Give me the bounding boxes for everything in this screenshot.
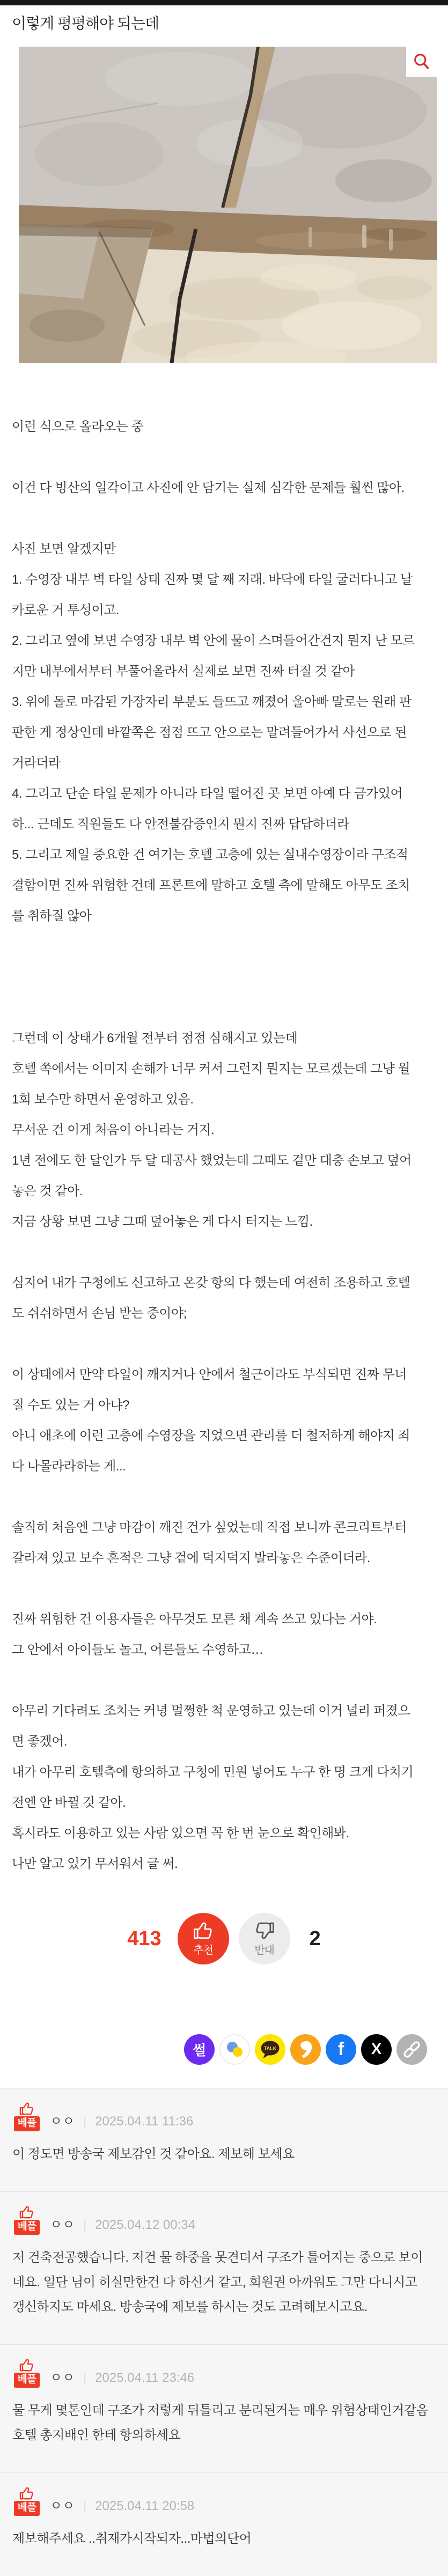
post-paragraph: 아무리 기다려도 조치는 커녕 멀쩡한 척 운영하고 있는데 이거 널리 퍼졌으면 좋겠어. bbox=[12, 1704, 410, 1749]
comment-separator: | bbox=[83, 2218, 87, 2232]
post-paragraph: 3. 위에 돌로 마감된 가장자리 부분도 들뜨고 깨졌어 울아빠 말로는 원래 판판한 게 정상인데 바깥쪽은 점점 뜨고 안으로는 말려들어가서 사선으로 된 거라더라 bbox=[12, 695, 412, 770]
post-paragraph: 사진 보면 알겠지만 bbox=[12, 542, 116, 556]
post-paragraph: 혹시라도 이용하고 있는 사람 있으면 꼭 한 번 눈으로 확인해봐. bbox=[12, 1826, 349, 1841]
best-reply-badge-label: 베플 bbox=[14, 2116, 40, 2131]
upvote-label: 추천 bbox=[193, 1945, 213, 1956]
comment-header bbox=[12, 2358, 432, 2388]
comment-nickname[interactable]: ㅇㅇ bbox=[50, 2498, 75, 2513]
comment-header bbox=[12, 2486, 432, 2516]
facebook-icon: f bbox=[337, 2039, 344, 2059]
x-twitter-icon: X bbox=[371, 2041, 382, 2058]
blue-yellow-circles-icon bbox=[219, 2034, 250, 2065]
comment-date: 2025.04.11 11:36 bbox=[95, 2114, 194, 2129]
post-title: 이렇게 평평해야 되는데 bbox=[12, 15, 159, 32]
ssul-icon: 썰 bbox=[192, 2042, 207, 2058]
comment-item bbox=[0, 2472, 448, 2576]
post-paragraph: 이 상태에서 만약 타일이 깨지거나 안에서 철근이라도 부식되면 진짜 무너질 수도 있는 거 아냐? bbox=[12, 1367, 407, 1412]
share-x-button[interactable] bbox=[361, 2034, 392, 2065]
post-paragraph: 1년 전에도 한 달인가 두 달 대공사 했었는데 그때도 겉만 대충 손보고 덮어놓은 것 같아. bbox=[12, 1153, 412, 1198]
post-body bbox=[0, 411, 448, 1879]
best-reply-badge bbox=[12, 2101, 41, 2131]
comment-date: 2025.04.11 20:58 bbox=[95, 2498, 195, 2513]
comment-header bbox=[12, 2205, 432, 2235]
best-reply-badge-label: 베플 bbox=[14, 2501, 40, 2516]
post-paragraph: 4. 그리고 단순 타일 문제가 아니라 타일 떨어진 곳 보면 아예 다 금가있어 하... 근데도 직원들도 다 안전불감증인지 뭔지 진짜 답답하더라 bbox=[12, 786, 403, 831]
post-paragraph: 나만 알고 있기 무서워서 글 써. bbox=[12, 1857, 178, 1871]
upvote-button[interactable] bbox=[178, 1913, 229, 1964]
downvote-button[interactable] bbox=[239, 1913, 290, 1964]
best-reply-thumb-icon bbox=[18, 2486, 36, 2501]
best-reply-badge-label: 베플 bbox=[14, 2373, 40, 2388]
thumbs-up-icon bbox=[192, 1920, 215, 1941]
comment-item bbox=[0, 2191, 448, 2344]
comments-section bbox=[0, 2088, 448, 2576]
share-facebook-button[interactable] bbox=[326, 2034, 356, 2065]
post-paragraph: 5. 그리고 제일 중요한 건 여기는 호텔 고층에 있는 실내수영장이라 구조적 결함이면 진짜 위험한 건데 프론트에 말하고 호텔 측에 말해도 아무도 조치를 취하질 않아 bbox=[12, 848, 410, 923]
comment-text: 저 건축전공했습니다. 저건 물 하중을 못견뎌서 구조가 틀어지는 중으로 보이네요. 일단 님이 히실만한건 다 하신거 같고, 회원권 아까워도 그만 다니시고 갱신하지도 마세요. 방송국에 제보를 하시는 것도 고려해보시고요. bbox=[12, 2250, 423, 2314]
best-reply-badge bbox=[12, 2486, 41, 2516]
upvote-count: 413 bbox=[127, 1927, 161, 1950]
kakaotalk-icon bbox=[255, 2034, 285, 2065]
comment-header bbox=[12, 2101, 432, 2131]
post-paragraph: 심지어 내가 구청에도 신고하고 온갖 항의 다 했는데 여전히 조용하고 호텔도 쉬쉬하면서 손님 받는 중이야; bbox=[12, 1276, 410, 1321]
post-paragraph: 진짜 위험한 건 이용자들은 아무것도 모른 채 계속 쓰고 있다는 거야. bbox=[12, 1612, 377, 1626]
best-reply-thumb-icon bbox=[18, 2205, 36, 2220]
link-icon bbox=[396, 2034, 427, 2065]
best-reply-badge bbox=[12, 2358, 41, 2388]
comment-text: 물 무게 몇톤인데 구조가 저렇게 뒤틀리고 분리된거는 매우 위험상태인거같음 호텔 총지배인 한테 항의하세요 bbox=[12, 2403, 429, 2442]
downvote-label: 반대 bbox=[254, 1945, 274, 1956]
share-link-button[interactable] bbox=[396, 2034, 427, 2065]
post-paragraph: 1. 수영장 내부 벽 타일 상태 진짜 몇 달 째 저래. 바닥에 타일 굴러다니고 날카로운 거 투성이고. bbox=[12, 572, 413, 617]
post-paragraph: 아니 애초에 이런 고층에 수영장을 지었으면 관리를 더 철저하게 해야지 죄다 나몰라라하는 게... bbox=[12, 1429, 410, 1474]
comment-item bbox=[0, 2344, 448, 2472]
comment-separator: | bbox=[83, 2499, 87, 2513]
svg-text:TALK: TALK bbox=[263, 2045, 277, 2051]
comment-text: 이 정도면 방송국 제보감인 것 같아요. 제보해 보세요 bbox=[12, 2146, 295, 2161]
post-paragraph: 이건 다 빙산의 일각이고 사진에 안 담기는 실제 심각한 문제들 훨씬 많아. bbox=[12, 481, 405, 495]
post-paragraph: 지금 상황 보면 그냥 그때 덮어놓은 게 다시 터지는 느낌. bbox=[12, 1215, 313, 1229]
thumbs-down-icon bbox=[253, 1920, 276, 1941]
share-kakaotalk-button[interactable] bbox=[255, 2034, 285, 2065]
share-ssul-button[interactable] bbox=[184, 2034, 215, 2065]
comment-item bbox=[0, 2088, 448, 2191]
post-paragraph: 이런 식으로 올라오는 중 bbox=[12, 419, 144, 434]
share-circles-button[interactable] bbox=[219, 2034, 250, 2065]
best-reply-badge bbox=[12, 2205, 41, 2235]
post-paragraph: 2. 그리고 옆에 보면 수영장 내부 벽 안에 물이 스며들어간건지 뭔지 난 모르지만 내부에서부터 부풀어올라서 실제로 보면 진짜 터질 것 같아 bbox=[12, 634, 415, 679]
comment-nickname[interactable]: ㅇㅇ bbox=[50, 2217, 75, 2232]
post-paragraph: 그런데 이 상태가 6개월 전부터 점점 심해지고 있는데 bbox=[12, 1031, 298, 1046]
post-paragraph: 솔직히 처음엔 그냥 마감이 깨진 건가 싶었는데 직접 보니까 콘크리트부터 갈라져 있고 보수 흔적은 그냥 겉에 덕지덕지 발라놓은 수준이더라. bbox=[12, 1520, 407, 1565]
post-paragraph: 호텔 쪽에서는 이미지 손해가 너무 커서 그런지 뭔지는 모르겠는데 그냥 월 1회 보수만 하면서 운영하고 있음. bbox=[12, 1062, 410, 1107]
downvote-count: 2 bbox=[309, 1927, 321, 1950]
magnifier-icon bbox=[411, 51, 432, 72]
image-zoom-button[interactable] bbox=[406, 47, 437, 77]
post-photo bbox=[19, 47, 437, 363]
vote-section bbox=[0, 1913, 448, 1964]
share-kakaostory-button[interactable] bbox=[290, 2034, 321, 2065]
top-bar bbox=[0, 0, 448, 5]
comment-date: 2025.04.11 23:46 bbox=[95, 2370, 195, 2385]
best-reply-badge-label: 베플 bbox=[14, 2220, 40, 2235]
kakaostory-comma-icon bbox=[290, 2034, 321, 2065]
post-paragraph: 무서운 건 이게 처음이 아니라는 거지. bbox=[12, 1123, 215, 1137]
comment-date: 2025.04.12 00:34 bbox=[95, 2217, 195, 2232]
cracked-tile-photo bbox=[19, 47, 437, 363]
best-reply-thumb-icon bbox=[18, 2358, 36, 2373]
post-paragraph: 그 안에서 아이들도 놀고, 어른들도 수영하고… bbox=[12, 1643, 263, 1657]
comment-text: 제보해주세요 ..취재가시작되자...마법의단어 bbox=[12, 2531, 252, 2546]
comment-nickname[interactable]: ㅇㅇ bbox=[50, 2370, 75, 2385]
comment-separator: | bbox=[83, 2371, 87, 2384]
best-reply-thumb-icon bbox=[18, 2101, 36, 2116]
share-bar bbox=[0, 2034, 448, 2065]
post-paragraph: 내가 아무리 호텔측에 항의하고 구청에 민원 넣어도 누구 한 명 크게 다치기 전엔 안 바뀔 것 같아. bbox=[12, 1765, 414, 1810]
comment-separator: | bbox=[83, 2114, 87, 2128]
comment-nickname[interactable]: ㅇㅇ bbox=[50, 2114, 75, 2129]
